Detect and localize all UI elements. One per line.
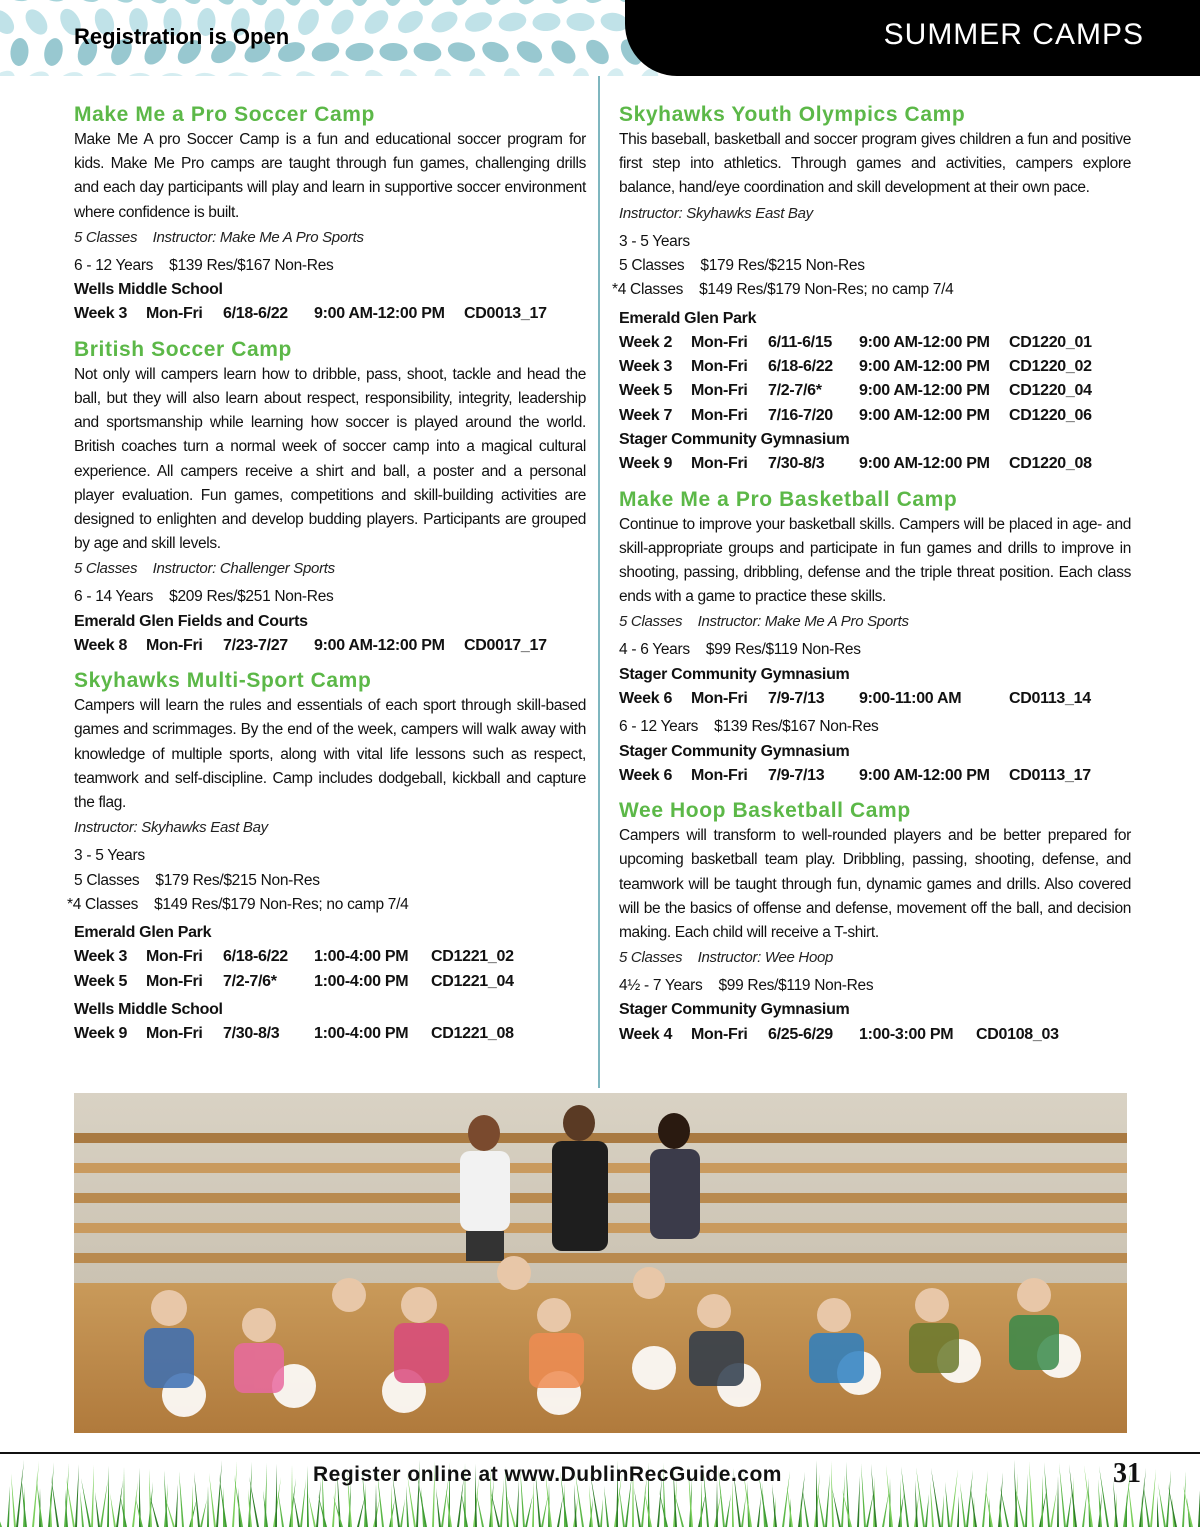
schedule-row (619, 452, 1131, 476)
grass-blade (95, 1492, 100, 1527)
grass-blade (861, 1463, 866, 1527)
schedule-days: Mon-Fri (146, 636, 203, 654)
schedule-list (74, 634, 586, 658)
grass-blade (308, 1493, 316, 1527)
grass-blade (191, 1485, 193, 1527)
grass-blade (882, 1491, 889, 1527)
grass-blade (216, 1460, 222, 1527)
schedule-row (619, 404, 1131, 428)
grass-blade (930, 1481, 934, 1527)
location: Emerald Glen Park (619, 309, 757, 327)
schedule-dates: 7/16-7/20 (768, 406, 833, 424)
column-divider (598, 76, 600, 1088)
price-line: *4 Classes $149 Res/$179 Non-Res; no camp 7/4 (612, 281, 954, 299)
camp-description: This baseball, basketball and soccer program gives children a fun and positive first step into athletics. Through games and activities, campers explore balance, hand/eye coordination and skill development at their own pace. (619, 131, 1131, 197)
grass-blade (200, 1499, 207, 1527)
grass-blade (960, 1483, 966, 1527)
schedule-week: Week 3 (74, 948, 128, 966)
grass-blade (291, 1465, 293, 1527)
grass-blade (1029, 1461, 1034, 1527)
grass-blade (1150, 1469, 1156, 1527)
grass-blade (857, 1476, 860, 1527)
camp-make-me-a-pro-basketball (619, 487, 1131, 789)
grass-blade (1000, 1486, 1009, 1527)
schedule-row (619, 355, 1131, 379)
schedule-days: Mon-Fri (146, 1025, 203, 1043)
grass-blade (0, 1499, 2, 1527)
grass-blade (816, 1460, 818, 1527)
schedule-time: 9:00 AM-12:00 PM (859, 766, 990, 784)
grass-blade (375, 1484, 377, 1527)
schedule-row (619, 687, 1131, 711)
campers-group-photo (74, 1093, 1127, 1433)
schedule-row (74, 945, 586, 969)
grass-blade (207, 1486, 209, 1527)
schedule-list (619, 1023, 1131, 1047)
age-range: 3 - 5 Years (619, 232, 690, 250)
schedule-week: Week 9 (619, 455, 673, 473)
grass-blade (1050, 1489, 1057, 1527)
price-line: 5 Classes $179 Res/$215 Non-Res (619, 256, 865, 274)
grass-blade (110, 1493, 116, 1527)
grass-blade (357, 1496, 365, 1527)
schedule-list (74, 302, 586, 326)
age-price: 6 - 14 Years $209 Res/$251 Non-Res (74, 588, 334, 606)
camp-description: Continue to improve your basketball skills. Campers will be placed in age- and skill-appropriate groups and participate in fun games and drills to improve in shooting, passing, dribbling, defense and the triple threat position. Each class ends with a game to practice these skills. (619, 515, 1131, 606)
grass-blade (1014, 1460, 1018, 1527)
grass-blade (741, 1495, 746, 1527)
grass-blade (1066, 1490, 1072, 1527)
schedule-list (619, 331, 1131, 428)
grass-blade (164, 1470, 168, 1527)
schedule-course-code: CD0017_17 (464, 636, 547, 654)
schedule-week: Week 5 (619, 382, 673, 400)
schedule-days: Mon-Fri (691, 382, 748, 400)
schedule-week: Week 7 (619, 406, 673, 424)
camp-title: Skyhawks Youth Olympics Camp (619, 103, 966, 126)
schedule-dates: 7/9-7/13 (768, 766, 825, 784)
grass-blade (293, 1492, 300, 1527)
grass-blade (866, 1490, 874, 1527)
camp-title: Skyhawks Multi-Sport Camp (74, 669, 372, 693)
schedule-row (619, 1023, 1131, 1047)
page-header (0, 0, 1200, 76)
schedule-row (619, 764, 1131, 788)
camp-title: Make Me a Pro Basketball Camp (619, 487, 958, 511)
camp-instructor: 5 Classes Instructor: Challenger Sports (74, 560, 335, 578)
schedule-time: 9:00 AM-12:00 PM (859, 358, 990, 376)
schedule-row (74, 302, 586, 326)
camp-instructor: Instructor: Skyhawks East Bay (74, 819, 268, 837)
camp-british-soccer (74, 337, 586, 659)
schedule-course-code: CD1220_08 (1009, 455, 1092, 473)
schedule-row (619, 379, 1131, 403)
schedule-list (74, 1022, 586, 1046)
grass-blade (950, 1469, 958, 1527)
grass-blade (234, 1475, 243, 1527)
camp-description: Campers will learn the rules and essentials of each sport through skill-based games and scrimmages. By the end of the week, campers will walk away with knowledge of multiple sports, along with vital life lessons such as respect, teamwork and self-discipline. Camp includes dodgeball, kickball and capture the flag. (74, 697, 586, 812)
right-column (612, 102, 1131, 1057)
schedule-course-code: CD0108_03 (976, 1025, 1059, 1043)
schedule-time: 1:00-3:00 PM (859, 1025, 954, 1043)
schedule-row (619, 331, 1131, 355)
grass-blade (391, 1485, 393, 1527)
schedule-course-code: CD1221_08 (431, 1025, 514, 1043)
grass-blade (900, 1479, 902, 1527)
location: Stager Community Gymnasium (619, 742, 850, 760)
schedule-list (619, 687, 1131, 711)
grass-blade (209, 1473, 216, 1527)
grass-blade (604, 1486, 609, 1527)
grass-blade (525, 1494, 533, 1527)
grass-blade (75, 1464, 79, 1527)
grass-blade (716, 1480, 718, 1527)
schedule-course-code: CD1220_06 (1009, 406, 1092, 424)
schedule-time: 9:00 AM-12:00 PM (314, 305, 445, 323)
grass-blade (945, 1482, 950, 1527)
schedule-course-code: CD1220_01 (1009, 333, 1092, 351)
schedule-days: Mon-Fri (146, 972, 203, 990)
grass-blade (634, 1488, 641, 1527)
schedule-days: Mon-Fri (146, 948, 203, 966)
schedule-days: Mon-Fri (691, 455, 748, 473)
location: Stager Community Gymnasium (619, 1001, 850, 1019)
schedule-course-code: CD1221_04 (431, 972, 514, 990)
location: Stager Community Gymnasium (619, 665, 850, 683)
grass-blade (757, 1496, 761, 1527)
schedule-week: Week 3 (74, 305, 128, 323)
schedule-days: Mon-Fri (691, 406, 748, 424)
schedule-time: 1:00-4:00 PM (314, 948, 409, 966)
schedule-days: Mon-Fri (146, 305, 203, 323)
grass-blade (1157, 1496, 1159, 1527)
camp-description: Make Me A pro Soccer Camp is a fun and educational soccer program for kids. Make Me Pro camps are taught through fun games, challenging drills and each day participants will play and learn in supportive soccer environment where confidence is built. (74, 131, 586, 221)
age-price: 4½ - 7 Years $99 Res/$119 Non-Res (619, 977, 874, 995)
grass-blade (278, 1491, 284, 1527)
grass-blade (1082, 1491, 1087, 1527)
grass-blade (1158, 1483, 1166, 1527)
grass-blade (100, 1479, 108, 1527)
schedule-week: Week 3 (619, 358, 673, 376)
schedule-course-code: CD0013_17 (464, 305, 547, 323)
left-column (67, 102, 586, 1057)
grass-blade (831, 1461, 834, 1527)
camp-instructor: 5 Classes Instructor: Wee Hoop (619, 949, 834, 967)
grass-blade (51, 1476, 59, 1527)
camp-description: Campers will transform to well-rounded players and be better prepared for upcoming basketball team play. Dribbling, passing, shooting, defense, and teamwork will be taught through fun, dynamic games and drills. Also covered will be the basics of offense and defense, movement off the ball, and decision making. Each child will receive a T-shirt. (619, 827, 1131, 941)
registration-label: Registration is Open (74, 24, 290, 49)
grass-blade (532, 1481, 534, 1527)
schedule-dates: 7/2-7/6* (223, 972, 277, 990)
footer-register-text: Register online at www.DublinRecGuide.com (313, 1463, 782, 1486)
schedule-time: 1:00-4:00 PM (314, 972, 409, 990)
grass-blade (400, 1499, 405, 1527)
camp-skyhawks-youth-olympics (612, 102, 1131, 477)
price-line: *4 Classes $149 Res/$179 Non-Res; no camp 7/4 (67, 895, 409, 913)
age-range: 3 - 5 Years (74, 847, 145, 865)
grass-blade (557, 1496, 563, 1527)
schedule-dates: 6/25-6/29 (768, 1025, 833, 1043)
schedule-dates: 6/11-6/15 (768, 333, 833, 351)
schedule-week: Week 4 (619, 1025, 673, 1043)
grass-blade (1057, 1476, 1059, 1527)
grass-blade (80, 1491, 84, 1527)
grass-blade (1098, 1479, 1102, 1527)
footer-rule (0, 1452, 1200, 1454)
schedule-course-code: CD0113_17 (1009, 766, 1091, 784)
grass-blade (7, 1486, 10, 1527)
grass-blade (600, 1499, 603, 1527)
schedule-week: Week 6 (619, 689, 673, 707)
schedule-dates: 7/30-8/3 (768, 455, 825, 473)
grass-blade (725, 1494, 731, 1527)
age-price: 4 - 6 Years $99 Res/$119 Non-Res (619, 641, 861, 659)
camp-title: British Soccer Camp (74, 337, 292, 361)
grass-blade (1084, 1465, 1093, 1527)
location: Emerald Glen Park (74, 924, 212, 942)
schedule-row (74, 970, 586, 994)
grass-blade (957, 1496, 959, 1527)
schedule-dates: 7/23-7/27 (223, 636, 288, 654)
schedule-time: 9:00-11:00 AM (859, 689, 962, 707)
schedule-time: 9:00 AM-12:00 PM (859, 382, 990, 400)
schedule-week: Week 6 (619, 766, 673, 784)
age-price: 6 - 12 Years $139 Res/$167 Non-Res (619, 718, 879, 736)
grass-blade (1044, 1462, 1050, 1527)
grass-blade (1182, 1471, 1186, 1527)
grass-blade (1025, 1474, 1028, 1527)
grass-blade (107, 1466, 109, 1527)
location: Wells Middle School (74, 281, 223, 299)
schedule-time: 9:00 AM-12:00 PM (859, 455, 990, 473)
grass-blade (659, 1490, 668, 1527)
schedule-dates: 7/2-7/6* (768, 382, 822, 400)
grass-blade (541, 1495, 548, 1527)
schedule-days: Mon-Fri (691, 689, 748, 707)
schedule-dates: 7/9-7/13 (768, 689, 825, 707)
schedule-time: 1:00-4:00 PM (314, 1025, 409, 1043)
schedule-list (74, 945, 586, 994)
camp-skyhawks-multi-sport (67, 668, 586, 1046)
camp-title: Make Me a Pro Soccer Camp (74, 103, 375, 126)
page-number: 31 (1113, 1458, 1141, 1489)
schedule-days: Mon-Fri (691, 358, 748, 376)
price-line: 5 Classes $179 Res/$215 Non-Res (74, 871, 320, 889)
schedule-course-code: CD0113_14 (1009, 689, 1091, 707)
grass-blade (925, 1494, 929, 1527)
schedule-time: 9:00 AM-12:00 PM (859, 406, 990, 424)
grass-blade (619, 1487, 625, 1527)
schedule-course-code: CD1220_02 (1009, 358, 1092, 376)
grass-blade (825, 1474, 830, 1527)
grass-blade (1168, 1484, 1177, 1527)
camp-instructor: 5 Classes Instructor: Make Me A Pro Sports (619, 613, 909, 631)
grass-blade (802, 1486, 809, 1527)
grass-blade (941, 1495, 944, 1527)
grass-blade (175, 1484, 178, 1527)
schedule-row (74, 634, 586, 658)
grass-blade (1166, 1470, 1171, 1527)
grass-blade (232, 1461, 237, 1527)
schedule-course-code: CD1220_04 (1009, 382, 1092, 400)
schedule-week: Week 2 (619, 333, 673, 351)
grass-blade (179, 1471, 184, 1527)
grass-blade (194, 1472, 200, 1527)
camp-wee-hoop-basketball (619, 798, 1131, 1047)
camp-title: Wee Hoop Basketball Camp (619, 799, 911, 823)
camp-instructor: Instructor: Skyhawks East Bay (619, 204, 813, 222)
grass-blade (406, 1486, 409, 1527)
schedule-days: Mon-Fri (691, 333, 748, 351)
schedule-time: 9:00 AM-12:00 PM (859, 333, 990, 351)
schedule-dates: 6/18-6/22 (223, 948, 288, 966)
schedule-dates: 6/18-6/22 (768, 358, 833, 376)
camp-instructor: 5 Classes Instructor: Make Me A Pro Sports (74, 228, 364, 246)
schedule-week: Week 5 (74, 972, 128, 990)
schedule-row (74, 1022, 586, 1046)
grass-blade (901, 1466, 909, 1527)
schedule-days: Mon-Fri (691, 766, 748, 784)
schedule-week: Week 8 (74, 636, 128, 654)
grass-blade (436, 1488, 441, 1527)
schedule-dates: 7/30-8/3 (223, 1025, 280, 1043)
schedule-week: Week 9 (74, 1025, 128, 1043)
section-title: SUMMER CAMPS (883, 18, 1144, 51)
grass-blade (91, 1465, 94, 1527)
grass-blade (300, 1479, 306, 1527)
schedule-course-code: CD1221_02 (431, 948, 514, 966)
location: Wells Middle School (74, 1001, 223, 1019)
camp-make-me-a-pro-soccer (74, 102, 586, 327)
grass-blade (516, 1480, 519, 1527)
age-price: 6 - 12 Years $139 Res/$167 Non-Res (74, 256, 334, 274)
location: Stager Community Gymnasium (619, 430, 850, 448)
schedule-list (619, 452, 1131, 476)
schedule-dates: 6/18-6/22 (223, 305, 288, 323)
location: Emerald Glen Fields and Courts (74, 612, 308, 630)
grass-blade (1041, 1475, 1043, 1527)
grass-blade (1059, 1463, 1066, 1527)
camp-description: Not only will campers learn how to dribble, pass, shoot, tackle and head the ball, but they will also learn about respect, responsibility, integrity, leadership and sportsmanship while learning how soccer is played around the world. British coaches turn a normal week of soccer camp into a magical cultural experience. All campers receive a shirt and ball, a poster and a personal player evaluation. Fun games, competitions and skill-building activities are designed to enlighten and develop budding players. Participants are grouped by age and skill levels. (74, 365, 586, 553)
grass-blade (732, 1481, 734, 1527)
grass-blade (841, 1475, 845, 1527)
grass-blade (11, 1473, 16, 1527)
grass-blade (275, 1464, 277, 1527)
schedule-time: 9:00 AM-12:00 PM (314, 636, 445, 654)
schedule-days: Mon-Fri (691, 1025, 748, 1043)
schedule-list (619, 764, 1131, 788)
